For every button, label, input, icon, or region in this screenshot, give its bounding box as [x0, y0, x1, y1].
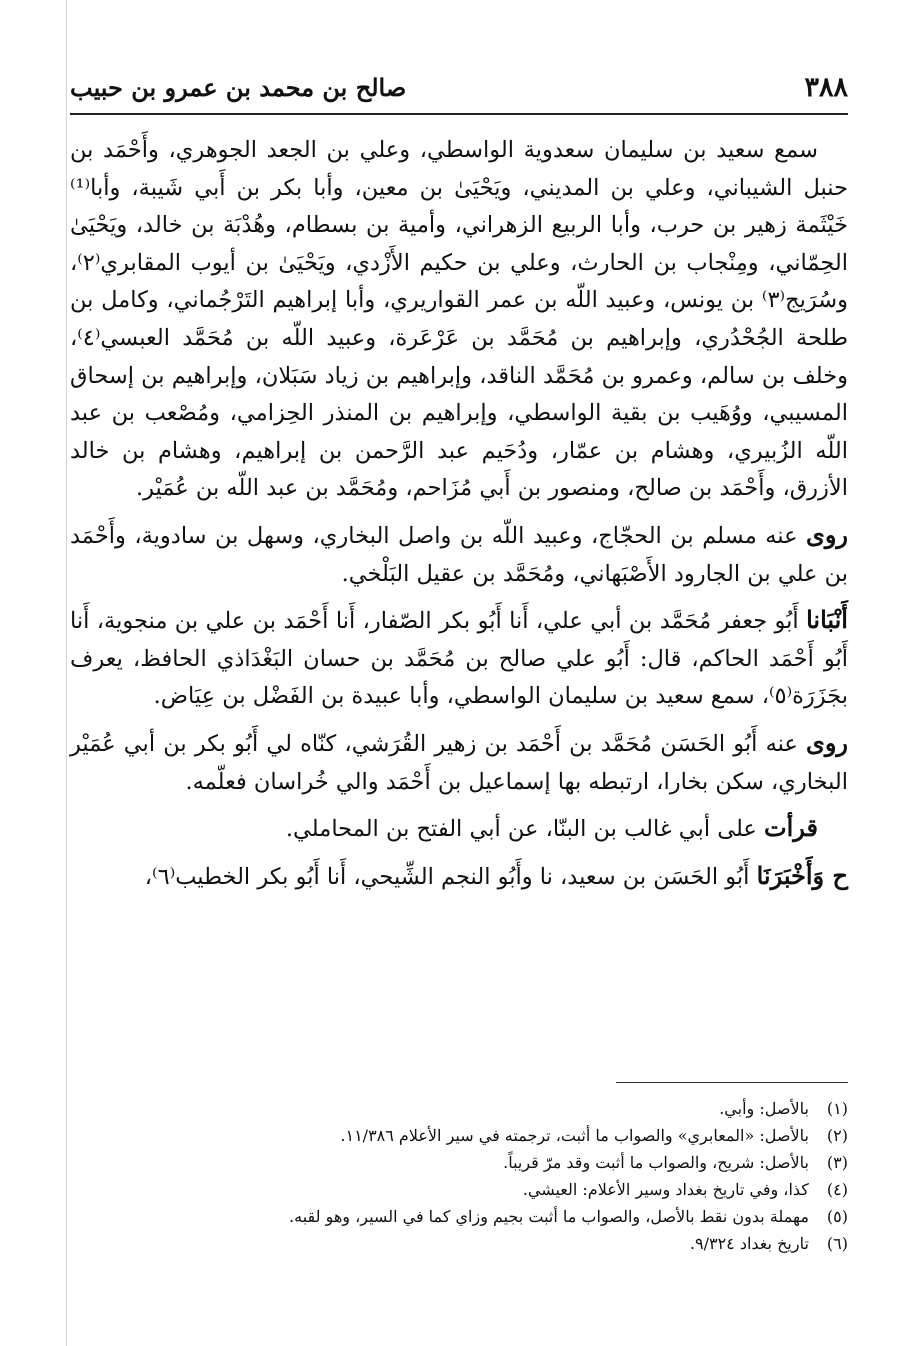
paragraph-narrators-2 [70, 724, 848, 801]
main-text [70, 132, 848, 904]
paragraph-lead-word: قرأت [764, 813, 818, 843]
paragraph-text: سمع سعيد بن سليمان سعدوية الواسطي، وعلي بن الجعد الجوهري، وأَحْمَد بن حنبل الشيباني، وعلي بن المديني، ويَحْيَىٰ بن معين، وأبا بكر بن أَبي شَيبة، وأبا⁽¹⁾ خَيْثَمة زهير بن حرب، وأبا الربيع الزهراني، وأمية بن بسطام، وهُدْبَة بن خالد، ويَحْيَىٰ الحِمّاني، ومِنْجاب بن الحارث، وعلي بن حكيم الأَزْدي، ويَحْيَىٰ بن أيوب المقابري⁽٢⁾، وسُرَيج⁽٣⁾ بن يونس، وعبيد اللّه بن عمر القواريري، وأبا إبراهيم التَرْجُماني، وكامل بن طلحة الجُحْدُري، وإبراهيم بن مُحَمَّد بن عَرْعَرة، وعبيد اللّه بن مُحَمَّد العبسي⁽٤⁾، وخلف بن سالم، وعمرو بن مُحَمَّد الناقد، وإبراهيم بن زياد سَبَلان، وإبراهيم بن إسحاق المسيبي، ووُهَيب بن بقية الواسطي، وإبراهيم بن المنذر الحِزامي، ومُصْعب بن عبد اللّه الزُبيري، وهشام بن عمّار، ودُحَيم عبد الرَّحمن بن إبراهيم، وهشام بن خالد الأزرق، وأَحْمَد بن صالح، ومنصور بن أَبي مُزَاحم، ومُحَمَّد بن عبد اللّه بن عُمَيْر. [70, 137, 848, 502]
footnote-number: (٦) [826, 1234, 848, 1253]
paragraph-lead-word: روى [806, 519, 849, 549]
running-title: صالح بن محمد بن عمرو بن حبيب [70, 73, 407, 102]
footnote-number: (٣) [826, 1153, 848, 1172]
footnote-item [180, 1095, 848, 1122]
paragraph-text: أَبُو جعفر مُحَمَّد بن أبي علي، أَنا أَبُو بكر الصّفار، أَنا أَحْمَد بن علي بن منجوية، أَنا أَبُو أَحْمَد الحاكم، قال: أَبُو علي صالح بن مُحَمَّد بن حسان البَغْدَاذي الحافظ، يعرف بجَزَرَة⁽٥⁾، سمع سعيد بن سليمان الواسطي، وأبا عبيدة بن الفَضْل بن عِيَاض. [70, 608, 848, 710]
paragraph-teachers [70, 132, 848, 508]
page-header [70, 70, 848, 110]
paragraph-text: أَبُو الحَسَن بن سعيد، نا وأَبُو النجم الشِّيحي، أَنا أَبُو بكر الخطيب⁽٦⁾، [144, 863, 750, 890]
footnote-item [180, 1122, 848, 1149]
footnotes [180, 1095, 848, 1257]
footnote-number: (٤) [826, 1180, 848, 1199]
paragraph-isnad-1 [70, 601, 848, 716]
paragraph-lead-word: ح وَأَخْبَرَنَا [756, 860, 848, 890]
footnote-text: مهملة بدون نقط بالأصل، والصواب ما أثبت بجيم وزاي كما في السير، وهو لقبه. [289, 1207, 809, 1226]
paragraph-narrators [70, 516, 848, 593]
footnote-item [180, 1203, 848, 1230]
footnote-number: (٥) [826, 1207, 848, 1226]
paragraph-lead-word: روى [806, 727, 848, 757]
page-number: ٣٨٨ [804, 72, 848, 103]
footnote-number: (٢) [826, 1126, 848, 1145]
paragraph-lead-word: أَنْبَانا [806, 605, 848, 635]
paragraph-reading [70, 809, 848, 849]
page-edge-line [66, 0, 67, 1346]
paragraph-text: على أبي غالب بن البنّا، عن أبي الفتح بن المحاملي. [285, 816, 757, 843]
footnote-item [180, 1176, 848, 1203]
footnote-text: كذا، وفي تاريخ بغداد وسير الأعلام: العيشي. [522, 1180, 809, 1199]
footnote-text: بالأصل: «المعابري» والصواب ما أثبت، ترجمته في سير الأعلام ١١/٣٨٦. [340, 1126, 809, 1145]
footnote-item [180, 1230, 848, 1257]
footnote-item [180, 1149, 848, 1176]
header-rule [70, 113, 848, 115]
footnote-text: بالأصل: وأبي. [719, 1099, 809, 1118]
footnote-separator [616, 1082, 848, 1083]
footnote-number: (١) [826, 1099, 848, 1118]
footnote-text: تاريخ بغداد ٩/٣٢٤. [689, 1234, 809, 1253]
paragraph-isnad-2 [70, 857, 848, 897]
footnote-text: بالأصل: شريح، والصواب ما أثبت وقد مرّ قريباً. [503, 1153, 809, 1172]
paragraph-text: عنه مسلم بن الحجّاج، وعبيد اللّه بن واصل البخاري، وسهل بن سادوية، وأَحْمَد بن علي بن الجارود الأَصْبَهاني، ومُحَمَّد بن عقيل البَلْخي. [70, 522, 848, 587]
paragraph-text: عنه أَبُو الحَسَن مُحَمَّد بن أَحْمَد بن زهير القُرَشي، كنّاه لي أَبُو بكر بن أبي عُمَيْر البخاري، سكن بخارا، ارتبطه بها إسماعيل بن أَحْمَد والي خُراسان فعلّمه. [70, 730, 848, 795]
